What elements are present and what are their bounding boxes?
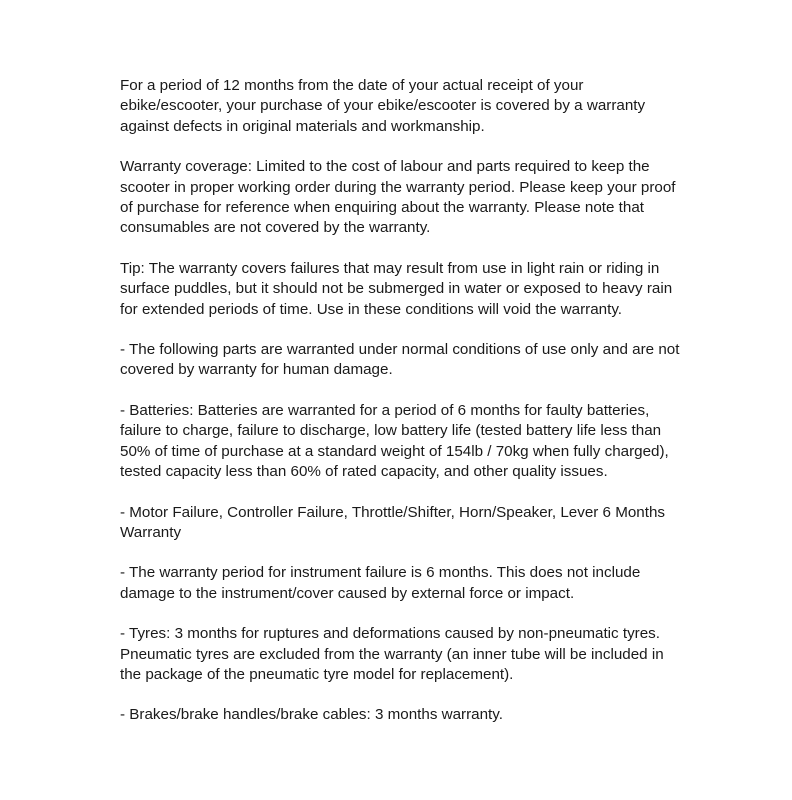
paragraph-warranty-coverage: Warranty coverage: Limited to the cost of labour and parts required to keep the scooter in proper working order during the warranty period. Please keep your proof of purchase for reference when enquiring about the warranty. Please note that consumables are not covered by the warranty.	[120, 158, 676, 237]
paragraph-parts-conditions: - The following parts are warranted under normal conditions of use only and are not covered by warranty for human damage.	[120, 341, 680, 379]
paragraph-motor-controller: - Motor Failure, Controller Failure, Throttle/Shifter, Horn/Speaker, Lever 6 Months Warranty	[120, 503, 666, 541]
warranty-document	[120, 76, 680, 746]
paragraph-warranty-period: For a period of 12 months from the date of your actual receipt of your ebike/escooter, your purchase of your ebike/escooter is covered by a warranty against defects in original materials and workmanship.	[120, 77, 646, 135]
paragraph-batteries: - Batteries: Batteries are warranted for a period of 6 months for faulty batteries, failure to charge, failure to discharge, low battery life (tested battery life less than 50% of time of purchase at a standard weight of 154lb / 70kg when fully charged), tested capacity less than 60% of rated capacity, and other quality issues.	[120, 401, 669, 481]
paragraph-tyres: - Tyres: 3 months for ruptures and deformations caused by non-pneumatic tyres. Pneumatic tyres are excluded from the warranty (an inner tube will be included in the package of the pneumatic tyre model for replacement).	[120, 625, 664, 683]
paragraph-tip: Tip: The warranty covers failures that may result from use in light rain or riding in surface puddles, but it should not be submerged in water or exposed to heavy rain for extended periods of time. Use in these conditions will void the warranty.	[120, 259, 673, 318]
paragraph-instrument: - The warranty period for instrument failure is 6 months. This does not include damage to the instrument/cover caused by external force or impact.	[120, 564, 641, 602]
paragraph-brakes: - Brakes/brake handles/brake cables: 3 months warranty.	[120, 706, 503, 724]
